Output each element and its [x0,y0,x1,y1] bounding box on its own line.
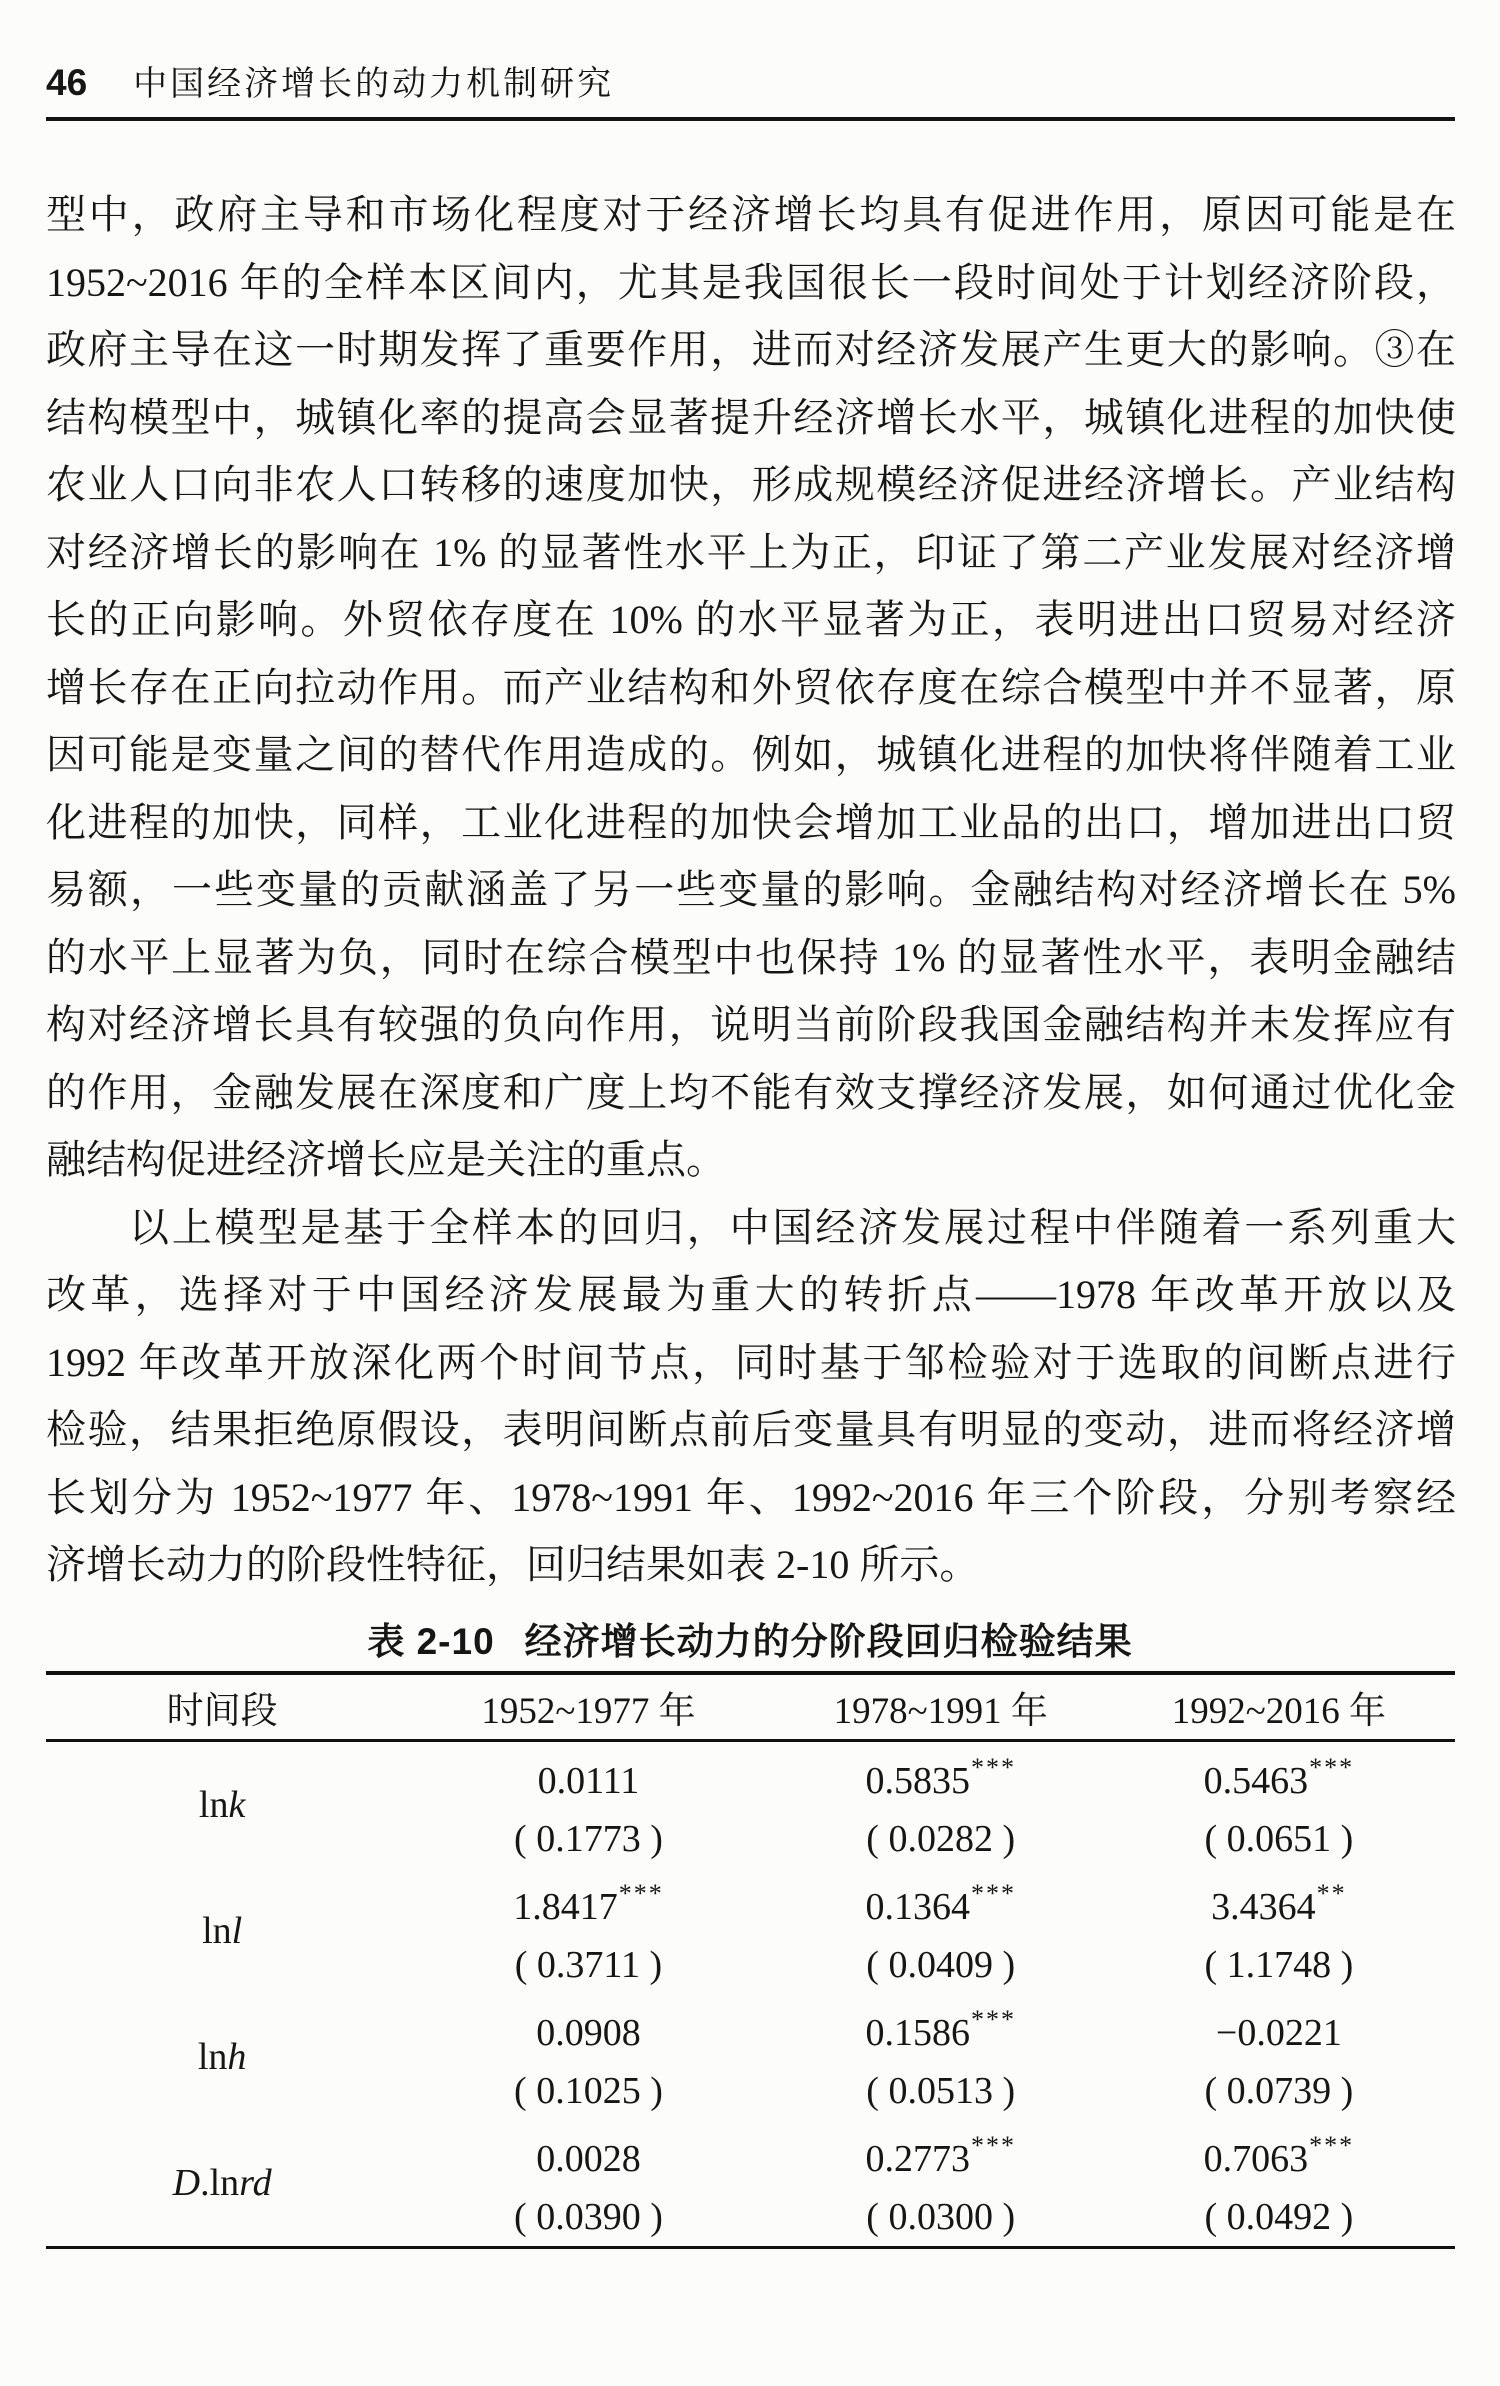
coef-cell [398,2004,778,2120]
std-error: ( 0.3711 ) [514,1944,663,1986]
table-row [46,1868,1455,1994]
std-error: ( 0.0739 ) [1204,2070,1354,2112]
text-line: 济增长动力的阶段性特征，回归结果如表 2-10 所示。 [46,1542,980,1587]
coef-line [1103,2004,1455,2062]
text-line: 型中，政府主导和市场化程度对于经济增长均具有促进作用，原因可能是在 [46,192,1456,237]
text-line: 长的正向影响。外贸依存度在 10% 的水平显著为正，表明进出口贸易对经济 [46,597,1456,642]
significance-stars: *** [970,1879,1016,1908]
coef-line [779,2130,1103,2188]
coef-line [779,2004,1103,2062]
significance-stars: *** [970,2131,1016,2160]
text-line: 1992 年改革开放深化两个时间节点，同时基于邹检验对于选取的间断点进行 [46,1339,1456,1385]
coef-line [398,1752,778,1810]
row-label [46,1994,398,2120]
table-header-cell: 1978~1991 年 [833,1691,1048,1732]
row-label-segment: l [231,1910,243,1952]
significance-stars: *** [970,2005,1016,2034]
table-header-cell: 时间段 [166,1691,278,1732]
std-error: ( 0.0492 ) [1204,2196,1354,2238]
row-label-segment: h [227,2036,247,2078]
std-error: ( 0.0513 ) [866,2070,1016,2112]
significance-stars: *** [1309,1753,1355,1782]
coef-line [1103,2130,1455,2188]
row-label-segment: ln [202,1910,232,1952]
coef-cell [398,1878,778,1994]
std-error: ( 1.1748 ) [1204,1944,1354,1986]
row-label [46,1868,398,1994]
table-header-row [46,1675,1455,1742]
row-label-segment: .ln [200,2162,240,2204]
row-label [46,1742,398,1868]
text-line: 1952~2016 年的全样本区间内，尤其是我国很长一段时间处于计划经济阶段， [46,259,1456,305]
row-label [46,2120,398,2246]
coef-line [1103,1752,1455,1810]
table-row [46,2120,1455,2246]
text-line: 的水平上显著为负，同时在综合模型中也保持 1% 的显著性水平，表明金融结 [46,934,1456,980]
book-title: 中国经济增长的动力机制研究 [133,66,615,103]
table-body [46,1742,1455,2246]
coef-value: 0.0028 [536,2138,641,2180]
text-line: 改革，选择对于中国经济发展最为重大的转折点——1978 年改革开放以及 [46,1272,1456,1317]
row-label-segment: ln [197,2036,228,2078]
body-text [46,181,1456,1599]
text-line: 结构模型中，城镇化率的提高会显著提升经济增长水平，城镇化进程的加快使 [46,394,1456,440]
text-line: 融结构促进经济增长应是关注的重点。 [46,1137,726,1182]
table-header-cell: 1992~2016 年 [1171,1691,1386,1732]
header-rule [46,117,1455,121]
coef-cell [1103,1752,1455,1868]
coef-cell [779,1752,1103,1868]
regression-table [46,1671,1455,2249]
coef-value: 0.0111 [537,1760,640,1802]
page-number: 46 [46,62,88,103]
row-label-segment: rd [239,2162,272,2204]
table-row [46,1994,1455,2120]
text-line: 易额，一些变量的贡献涵盖了另一些变量的影响。金融结构对经济增长在 5% [46,867,1456,912]
coef-line [779,1878,1103,1936]
text-line: 检验，结果拒绝原假设，表明间断点前后变量具有明显的变动，进而将经济增 [46,1407,1456,1452]
text-line: 的作用，金融发展在深度和广度上均不能有效支撑经济发展，如何通过优化金 [46,1069,1456,1115]
table-caption-label: 表 2-10 [367,1621,495,1662]
std-error: ( 0.1025 ) [514,2070,663,2112]
coef-cell [779,2004,1103,2120]
coef-value: 0.1364 [865,1886,970,1928]
significance-stars: *** [618,1879,664,1908]
coef-value: 0.1586 [865,2012,970,2054]
significance-stars: *** [1309,2131,1355,2160]
coef-value: 0.5835 [865,1760,970,1802]
coef-cell [779,2130,1103,2246]
coef-value: 0.2773 [865,2138,970,2180]
text-line: 增长存在正向拉动作用。而产业结构和外贸依存度在综合模型中并不显著，原 [46,664,1456,710]
coef-line [398,2130,778,2188]
coef-value: 0.0908 [536,2012,641,2054]
row-label-segment: ln [198,1784,229,1826]
text-line: 化进程的加快，同样，工业化进程的加快会增加工业品的出口，增加进出口贸 [46,799,1456,845]
coef-line [398,2004,778,2062]
running-head [46,56,614,105]
coef-value: 0.7063 [1203,2138,1309,2180]
significance-stars: *** [970,1753,1016,1782]
coef-cell [398,2130,778,2246]
text-line: 长划分为 1952~1977 年、1978~1991 年、1992~2016 年三个阶段，分别考察经 [46,1474,1456,1520]
coef-value: 0.5463 [1203,1760,1309,1802]
significance-stars: ** [1316,1879,1347,1908]
row-label-segment: k [228,1784,246,1826]
table-header-cell: 1952~1977 年 [481,1691,696,1732]
table-caption [0,1611,1500,1665]
text-line: 农业人口向非农人口转移的速度加快，形成规模经济促进经济增长。产业结构 [46,462,1456,507]
coef-cell [398,1752,778,1868]
std-error: ( 0.0300 ) [866,2196,1016,2238]
coef-line [1103,1878,1455,1936]
std-error: ( 0.0651 ) [1204,1818,1354,1860]
text-line: 以上模型是基于全样本的回归，中国经济发展过程中伴随着一系列重大 [129,1204,1456,1250]
coef-cell [779,1878,1103,1994]
table-row [46,1742,1455,1868]
coef-cell [1103,2130,1455,2246]
coef-line [398,1878,778,1936]
std-error: ( 0.0282 ) [866,1818,1016,1860]
text-line: 对经济增长的影响在 1% 的显著性水平上为正，印证了第二产业发展对经济增 [46,529,1456,575]
coef-cell [1103,2004,1455,2120]
text-line: 因可能是变量之间的替代作用造成的。例如，城镇化进程的加快将伴随着工业 [46,732,1456,777]
coef-value: −0.0221 [1215,2012,1342,2054]
coef-value: 1.8417 [513,1886,618,1928]
std-error: ( 0.0409 ) [866,1944,1016,1986]
coef-cell [1103,1878,1455,1994]
std-error: ( 0.0390 ) [514,2196,663,2238]
std-error: ( 0.1773 ) [514,1818,663,1860]
coef-value: 3.4364 [1211,1886,1316,1928]
text-line: 政府主导在这一时期发挥了重要作用，进而对经济发展产生更大的影响。③在 [46,327,1456,372]
row-label-segment: D [172,2162,201,2204]
table-caption-title: 经济增长动力的分阶段回归检验结果 [524,1621,1133,1662]
coef-line [779,1752,1103,1810]
text-line: 构对经济增长具有较强的负向作用，说明当前阶段我国金融结构并未发挥应有 [46,1002,1456,1047]
